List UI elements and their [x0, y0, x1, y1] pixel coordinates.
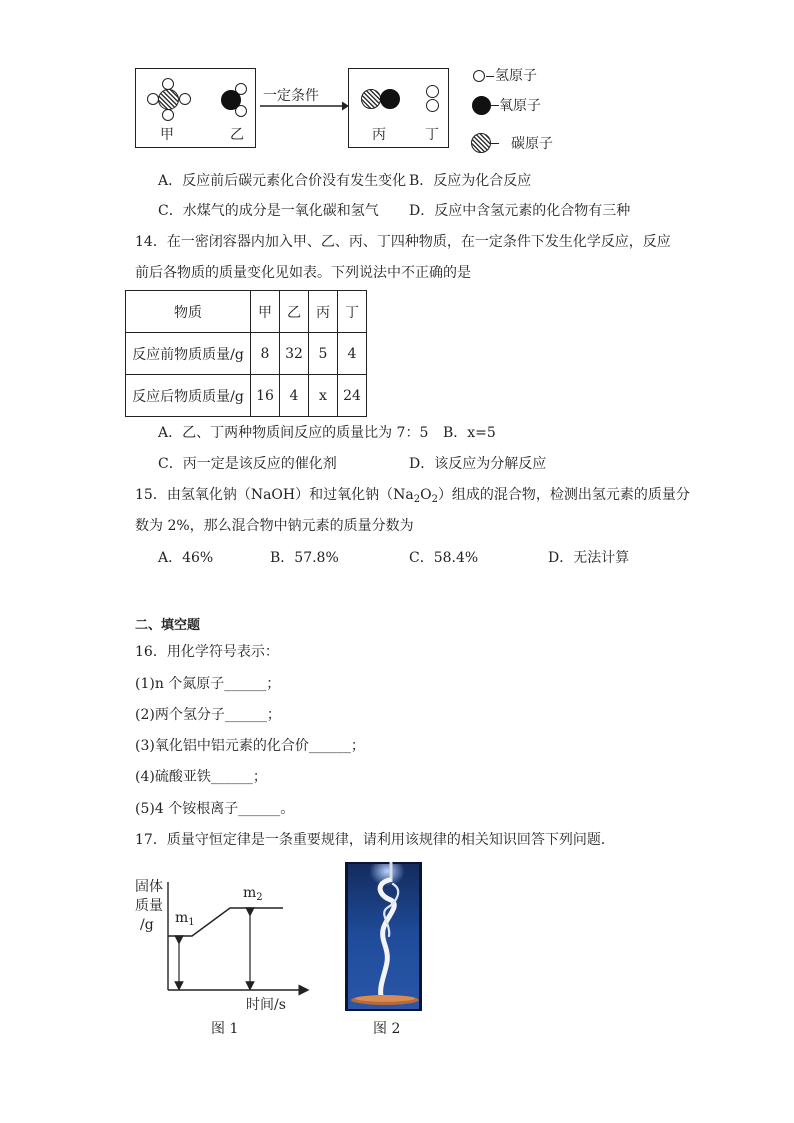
mass-time-graph — [160, 870, 310, 1000]
carbon-atom — [361, 89, 381, 109]
legend-hydrogen-icon — [473, 70, 485, 82]
oxygen-atom — [221, 90, 241, 110]
fig1-y-label-2: 质量 — [135, 898, 163, 914]
q15-option-c: C．58.4% — [409, 550, 479, 566]
reaction-arrow-icon — [258, 100, 350, 112]
table-row — [126, 333, 367, 375]
q16-item: (4)硫酸亚铁______； — [135, 769, 267, 785]
table-cell: 24 — [338, 375, 367, 417]
table-header-cell: 甲 — [251, 291, 280, 333]
section-title: 二、填空题 — [135, 618, 201, 633]
fig1-x-label: 时间/s — [246, 997, 286, 1013]
label-jia: 甲 — [160, 127, 174, 143]
q16-item: (2)两个氢分子______； — [135, 707, 281, 723]
q13-option-b: B．反应为化合反应 — [409, 173, 532, 189]
table-header-row — [126, 291, 367, 333]
q16-item: (3)氧化铝中铝元素的化合价______； — [135, 738, 365, 754]
table-cell: 16 — [251, 375, 280, 417]
q16-stem: 16．用化学符号表示： — [135, 644, 279, 660]
table-header-cell: 丁 — [338, 291, 367, 333]
oxygen-atom — [380, 89, 400, 109]
fig1-m2-label: $m_2$ — [243, 885, 263, 903]
q17-stem: 17．质量守恒定律是一条重要规律，请利用该规律的相关知识回答下列问题． — [135, 832, 615, 848]
table-cell: 32 — [280, 333, 309, 375]
label-ding: 丁 — [425, 127, 439, 143]
fig1-y-label-1: 固体 — [135, 879, 163, 895]
q16-item: (5)4 个铵根离子______。 — [135, 801, 295, 817]
table-cell: 8 — [251, 333, 280, 375]
mass-table — [125, 290, 367, 417]
magnesium-burning-photo — [345, 862, 422, 1011]
arrow-condition-label: 一定条件 — [263, 88, 319, 104]
legend-line — [491, 143, 499, 144]
q14-option-a: A．乙、丁两种物质间反应的质量比为 7：5 — [158, 425, 429, 441]
q14-option-d: D．该反应为分解反应 — [409, 456, 547, 472]
q14-option-b: B．x=5 — [443, 425, 496, 441]
q16-item: (1)n 个氮原子______； — [135, 676, 281, 692]
q15-option-b: B．57.8% — [270, 550, 339, 566]
label-bing: 丙 — [372, 127, 386, 143]
fig1-y-label-3: /g — [140, 917, 154, 933]
hydrogen-atom — [426, 99, 439, 112]
fig1-caption: 图 1 — [211, 1021, 239, 1037]
q13-option-c: C．水煤气的成分是一氧化碳和氢气 — [158, 203, 379, 219]
legend-hydrogen-label: 氢原子 — [495, 68, 537, 84]
legend-oxygen-label: 氧原子 — [499, 98, 541, 114]
label-yi: 乙 — [230, 127, 244, 143]
mass-curve — [168, 908, 283, 936]
q14-stem-line1: 14．在一密闭容器内加入甲、乙、丙、丁四种物质，在一定条件下发生化学反应，反应 — [135, 234, 671, 250]
fig2-caption: 图 2 — [373, 1021, 401, 1037]
q13-option-a: A．反应前后碳元素化合价没有发生变化 — [158, 173, 407, 189]
table-header-cell: 物质 — [126, 291, 251, 333]
fig1-m1-label: $m_1$ — [175, 910, 195, 928]
hydrogen-atom — [426, 85, 439, 98]
legend-carbon-icon — [471, 133, 491, 153]
q15-stem-line1: 15．由氢氧化钠（NaOH）和过氧化钠$(Na_2O_2)$组成的混合物，检测出氢元素的质量分 — [135, 487, 690, 505]
q14-stem-line2: 前后各物质的质量变化见如表。下列说法中不正确的是 — [135, 265, 471, 281]
table-header-cell: 乙 — [280, 291, 309, 333]
table-cell: 反应后物质质量/g — [126, 375, 251, 417]
legend-oxygen-icon — [472, 96, 491, 115]
table-cell: x — [309, 375, 338, 417]
legend-line — [486, 76, 494, 77]
carbon-atom — [158, 89, 179, 110]
hydrogen-atom-bottom — [162, 109, 174, 121]
table-cell: 4 — [280, 375, 309, 417]
legend-carbon-label: 碳原子 — [511, 136, 553, 152]
table-cell: 4 — [338, 333, 367, 375]
q15-option-d: D．无法计算 — [548, 550, 630, 566]
hydrogen-atom-right — [179, 93, 191, 105]
q14-option-c: C．丙一定是该反应的催化剂 — [158, 456, 337, 472]
q13-option-d: D．反应中含氢元素的化合物有三种 — [409, 203, 631, 219]
table-cell: 5 — [309, 333, 338, 375]
table-header-cell: 丙 — [309, 291, 338, 333]
table-cell: 反应前物质质量/g — [126, 333, 251, 375]
legend-line — [491, 105, 499, 106]
q15-stem-line2: 数为 2%，那么混合物中钠元素的质量分数为 — [135, 518, 414, 534]
q15-option-a: A．46% — [158, 550, 214, 566]
table-row — [126, 375, 367, 417]
